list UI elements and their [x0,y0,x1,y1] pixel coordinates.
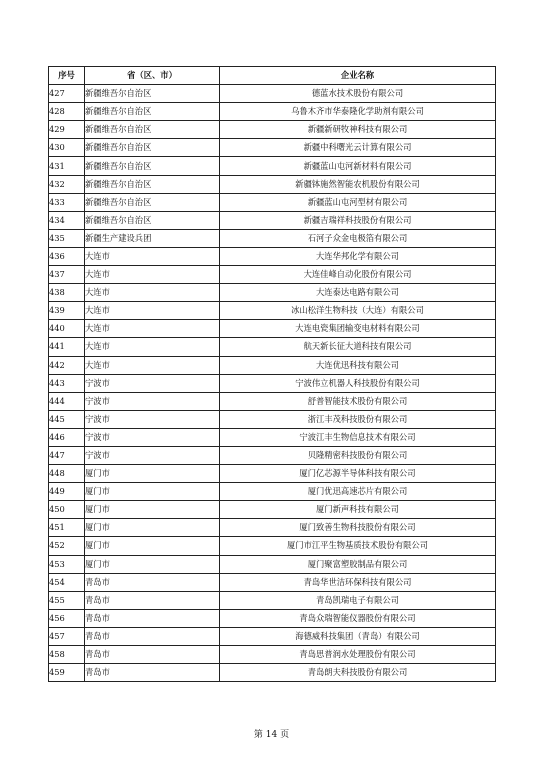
cell-province: 新疆维吾尔自治区 [85,211,220,229]
cell-company: 厦门市江平生物基质技术股份有限公司 [220,537,496,555]
table-row [49,247,496,265]
cell-province: 宁波市 [85,392,220,410]
table-row [49,465,496,483]
cell-company: 大连佳峰自动化股份有限公司 [220,266,496,284]
cell-province: 宁波市 [85,410,220,428]
cell-serial: 439 [49,302,85,320]
cell-company: 新疆新研牧神科技有限公司 [220,121,496,139]
table-row [49,501,496,519]
table-row [49,392,496,410]
header-serial: 序号 [49,67,85,85]
cell-province: 新疆维吾尔自治区 [85,121,220,139]
cell-serial: 431 [49,157,85,175]
cell-province: 新疆维吾尔自治区 [85,139,220,157]
cell-company: 大连优迅科技有限公司 [220,356,496,374]
cell-company: 厦门致善生物科技股份有限公司 [220,519,496,537]
cell-serial: 457 [49,627,85,645]
cell-company: 青岛华世洁环保科技有限公司 [220,573,496,591]
cell-company: 新疆钵施然智能农机股份有限公司 [220,175,496,193]
cell-company: 航天新长征大道科技有限公司 [220,338,496,356]
cell-serial: 435 [49,229,85,247]
cell-serial: 448 [49,465,85,483]
cell-province: 宁波市 [85,428,220,446]
cell-serial: 447 [49,446,85,464]
cell-serial: 452 [49,537,85,555]
cell-serial: 437 [49,266,85,284]
table-row [49,266,496,284]
cell-province: 厦门市 [85,555,220,573]
cell-province: 青岛市 [85,646,220,664]
cell-company: 青岛思普润水处理股份有限公司 [220,646,496,664]
cell-province: 新疆维吾尔自治区 [85,157,220,175]
cell-company: 海德威科技集团（青岛）有限公司 [220,627,496,645]
table-row [49,338,496,356]
cell-serial: 441 [49,338,85,356]
cell-company: 乌鲁木齐市华泰隆化学助剂有限公司 [220,103,496,121]
table-row [49,284,496,302]
cell-province: 厦门市 [85,501,220,519]
cell-company: 厦门聚富塑胶制品有限公司 [220,555,496,573]
cell-company: 厦门亿芯源半导体科技有限公司 [220,465,496,483]
cell-province: 青岛市 [85,609,220,627]
cell-serial: 442 [49,356,85,374]
cell-province: 青岛市 [85,664,220,682]
cell-serial: 459 [49,664,85,682]
cell-province: 青岛市 [85,591,220,609]
table-row [49,573,496,591]
table-row [49,103,496,121]
cell-company: 大连华邦化学有限公司 [220,247,496,265]
cell-company: 冰山松洋生物科技（大连）有限公司 [220,302,496,320]
table-row [49,211,496,229]
cell-province: 青岛市 [85,573,220,591]
table-row [49,320,496,338]
table-row [49,374,496,392]
table-row [49,121,496,139]
cell-serial: 455 [49,591,85,609]
table-row [49,646,496,664]
cell-serial: 432 [49,175,85,193]
cell-serial: 454 [49,573,85,591]
cell-province: 新疆维吾尔自治区 [85,193,220,211]
table-row [49,139,496,157]
cell-company: 石河子众金电极箔有限公司 [220,229,496,247]
cell-province: 大连市 [85,338,220,356]
table-header-row [49,67,496,85]
table-row [49,555,496,573]
cell-province: 新疆维吾尔自治区 [85,175,220,193]
table-row [49,302,496,320]
table-row [49,193,496,211]
cell-province: 新疆维吾尔自治区 [85,85,220,103]
page-number: 第 14 页 [253,730,290,740]
cell-serial: 430 [49,139,85,157]
cell-province: 青岛市 [85,627,220,645]
table-row [49,483,496,501]
cell-company: 新疆蓝山屯河新材料有限公司 [220,157,496,175]
cell-company: 宁波江丰生物信息技术有限公司 [220,428,496,446]
cell-serial: 440 [49,320,85,338]
cell-company: 厦门优迅高速芯片有限公司 [220,483,496,501]
cell-company: 大连泰达电路有限公司 [220,284,496,302]
cell-serial: 433 [49,193,85,211]
table-row [49,664,496,682]
enterprise-table [48,66,496,682]
cell-province: 厦门市 [85,483,220,501]
cell-province: 大连市 [85,320,220,338]
table-row [49,410,496,428]
cell-serial: 438 [49,284,85,302]
cell-province: 新疆维吾尔自治区 [85,103,220,121]
cell-serial: 451 [49,519,85,537]
cell-province: 大连市 [85,247,220,265]
cell-company: 舒普智能技术股份有限公司 [220,392,496,410]
cell-serial: 427 [49,85,85,103]
cell-company: 新疆吉瑞祥科技股份有限公司 [220,211,496,229]
cell-company: 新疆中科曙光云计算有限公司 [220,139,496,157]
table-row [49,591,496,609]
table-row [49,537,496,555]
table-row [49,229,496,247]
cell-serial: 443 [49,374,85,392]
cell-province: 厦门市 [85,519,220,537]
cell-serial: 456 [49,609,85,627]
cell-company: 青岛凯瑞电子有限公司 [220,591,496,609]
cell-province: 宁波市 [85,446,220,464]
header-province: 省（区、市） [85,67,220,85]
cell-serial: 458 [49,646,85,664]
table-row [49,519,496,537]
cell-province: 新疆生产建设兵团 [85,229,220,247]
cell-province: 厦门市 [85,465,220,483]
table-body [49,85,496,682]
table-row [49,356,496,374]
cell-company: 宁波伟立机器人科技股份有限公司 [220,374,496,392]
cell-serial: 450 [49,501,85,519]
cell-serial: 429 [49,121,85,139]
cell-serial: 445 [49,410,85,428]
cell-company: 青岛朗夫科技股份有限公司 [220,664,496,682]
cell-serial: 453 [49,555,85,573]
cell-company: 贝隆精密科技股份有限公司 [220,446,496,464]
table-row [49,609,496,627]
cell-province: 宁波市 [85,374,220,392]
cell-serial: 449 [49,483,85,501]
table-row [49,627,496,645]
table-row [49,157,496,175]
header-company: 企业名称 [220,67,496,85]
cell-company: 青岛众瑞智能仪器股份有限公司 [220,609,496,627]
cell-province: 大连市 [85,302,220,320]
cell-serial: 428 [49,103,85,121]
cell-serial: 434 [49,211,85,229]
cell-province: 大连市 [85,284,220,302]
cell-province: 厦门市 [85,537,220,555]
cell-province: 大连市 [85,266,220,284]
table-row [49,446,496,464]
cell-serial: 446 [49,428,85,446]
table-row [49,428,496,446]
cell-company: 新疆蓝山屯河型材有限公司 [220,193,496,211]
cell-serial: 444 [49,392,85,410]
table-row [49,175,496,193]
cell-company: 浙江丰茂科技股份有限公司 [220,410,496,428]
cell-company: 德蓝水技术股份有限公司 [220,85,496,103]
cell-province: 大连市 [85,356,220,374]
cell-company: 厦门新声科技有限公司 [220,501,496,519]
cell-company: 大连电瓷集团输变电材料有限公司 [220,320,496,338]
table-row [49,85,496,103]
cell-serial: 436 [49,247,85,265]
